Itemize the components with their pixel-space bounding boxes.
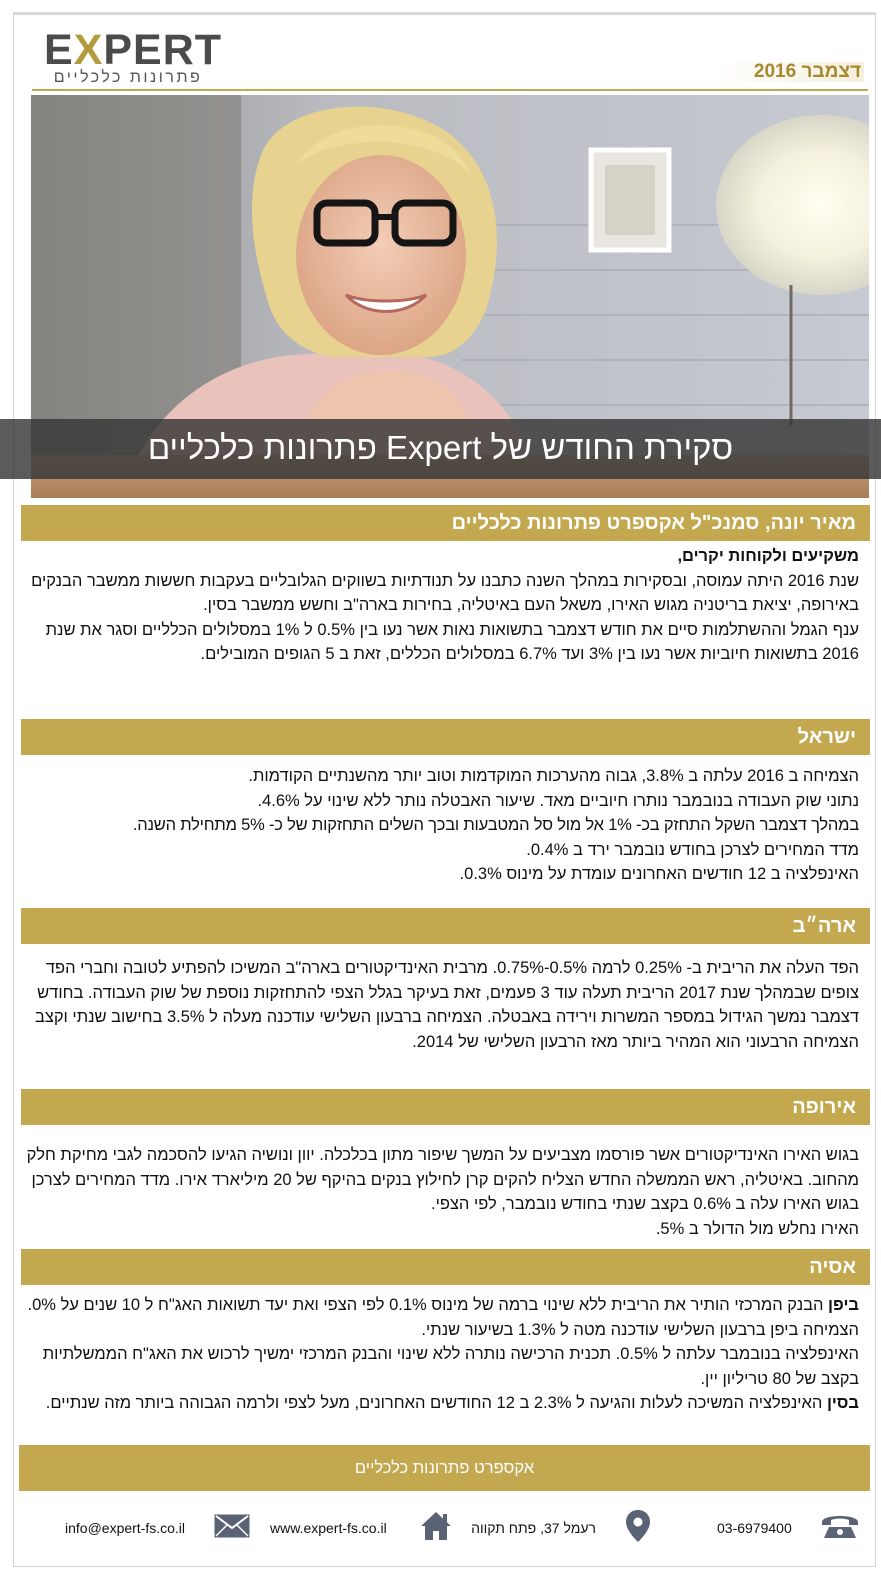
- israel-line: נתוני שוק העבודה בנובמבר נותרו חיוביים מאד. שיעור האבטלה נותר ללא שינוי על 4.6%.: [257, 791, 859, 810]
- israel-line: הצמיחה ב 2016 עלתה ב 3.8%, גבוה מהערכות המוקדמות וטוב יותר מהשנתיים הקודמות.: [248, 767, 859, 785]
- issue-date: דצמבר 2016: [753, 61, 861, 82]
- footer-email[interactable]: info@expert-fs.co.il: [65, 1520, 186, 1536]
- usa-paragraph: הפד העלה את הריבית ב- 0.25% לרמה 0.5%-0.75%. מרבית האינדיקטורים בארה"ב המשיכו להפתיע לטובה וחברי הפד צופים שבמהלך שנת 2017 הריבית תעלה עוד 3 פעמים, זאת בעיקר בגלל הצפי להתחזקות נוספת של שוק העבודה. בחודש דצמבר נמשך הגידול במספר המשרות וירידה באבטלה. הצמיחה ברבעון השלישי עודכנה מעלה ל 3.5% בחישוב שנתי וקצב הצמיחה הרבעוני הוא המהיר ביותר מאז הרבעון השלישי של 2014.: [34, 959, 859, 1051]
- israel-line: האינפלציה ב 12 חודשים האחרונים עומדת על מינוס 0.3%.: [459, 865, 859, 883]
- map-pin-icon: [625, 1509, 651, 1543]
- section-body-israel: [14, 764, 859, 887]
- section-body-asia: [18, 1293, 859, 1416]
- header-divider: [32, 89, 868, 91]
- section-heading-intro: מאיר יונה, סמנכ"ל אקספרט פתרונות כלכליים: [21, 505, 870, 541]
- israel-line: מדד המחירים לצרכן בחודש נובמבר ירד ב 0.4%.: [526, 840, 859, 859]
- europe-paragraph-2: האירו נחלש מול הדולר ב 5%.: [655, 1219, 859, 1238]
- section-body-intro: [18, 544, 859, 667]
- europe-paragraph: בגוש האירו האינדיקטורים אשר פורסמו מצביעים על המשך שיפור מתון בכלכלה. יוון ונושיה הגיעו להסכמה לגבי מחיקת חלק מהחוב. באיטליה, ראש הממשלה החדש הצליח להקים קרן לחילוץ בנקים בהיקף של 20 מיליארד אירו. מדד המחירים לצרכן בגוש האירו עלה ב 0.6% בקצב שנתי בחודש נובמבר, לפי הצפי.: [26, 1146, 859, 1213]
- section-heading-usa: ארה״ב: [21, 908, 870, 944]
- envelope-icon: [214, 1514, 250, 1538]
- china-label: בסין: [826, 1394, 859, 1412]
- logo-wordmark: [44, 28, 222, 72]
- japan-label: ביפן: [828, 1296, 859, 1314]
- japan-text: הבנק המרכזי הותיר את הריבית ללא שינוי ברמה של מינוס 0.1% לפי הצפי ואת יעד תשואות האג"ח ל 10 שנים על 0%. הצמיחה ביפן ברבעון השלישי עודכנה מטה ל 1.3% בשיעור שנתי.: [27, 1296, 859, 1339]
- greeting: משקיעים ולקוחות יקרים,: [677, 547, 859, 565]
- section-body-europe: [18, 1143, 859, 1241]
- asia-japan-paragraph: [18, 1293, 859, 1342]
- footer-website[interactable]: www.expert-fs.co.il: [270, 1520, 387, 1536]
- section-heading-europe: אירופה: [21, 1089, 870, 1125]
- footer-address: רעמל 37, פתח תקווה: [471, 1520, 596, 1536]
- home-icon: [419, 1510, 453, 1542]
- asia-china-paragraph: [18, 1391, 859, 1416]
- logo-letter-e: E: [44, 26, 74, 74]
- israel-line: במהלך דצמבר השקל התחזק בכ- 1% אל מול סל המטבעות ובכך השלים התחזקות של כ- 5% מתחילת השנה.: [132, 816, 859, 834]
- section-body-usa: [18, 956, 859, 1054]
- footer-banner: אקספרט פתרונות כלכליים: [19, 1445, 870, 1491]
- logo-tagline: פתרונות כלכליים: [53, 69, 203, 86]
- intro-paragraph-1: שנת 2016 היתה עמוסה, ובסקירות במהלך השנה כתבנו על תנודתיות בשווקים הגלובליים בעקבות חששות ממשבר הבנקים באירופה, יציאת בריטניה מגוש האירו, משאל העם באיטליה, בחירות בארה"ב וחשש ממשבר בסין.: [31, 571, 859, 614]
- phone-icon: [820, 1512, 860, 1540]
- newsletter-title: סקירת החודש של Expert פתרונות כלכליים: [147, 429, 734, 466]
- section-heading-asia: אסיה: [21, 1249, 870, 1285]
- asia-japan-paragraph-2: האינפלציה בנובמבר עלתה ל 0.5%. תכנית הרכישה נותרה ללא שינוי והבנק המרכזי ימשיך לרכוש את האג"ח הממשלתיות בקצב של 80 טריליון יין.: [42, 1345, 859, 1388]
- logo-letter-x: X: [73, 26, 104, 74]
- logo-letters-rest: PERT: [103, 26, 223, 74]
- expert-logo[interactable]: [44, 26, 223, 88]
- intro-paragraph-2: ענף הגמל וההשתלמות סיים את חודש דצמבר בתשואות נאות אשר נעו בין 0.5% ל 1% במסלולים הכלליים וסגר את שנת 2016 בתשואות חיוביות אשר נעו בין 3% ועד 6.7% במסלולים הכללים, זאת ב 5 הגופים המובילים.: [45, 620, 859, 663]
- section-heading-israel: ישראל: [21, 719, 870, 755]
- china-text: האינפלציה המשיכה לעלות והגיעה ל 2.3% ב 12 החודשים האחרונים, מעל לצפי ולרמה הגבוהה ביותר מזה שנתיים.: [45, 1394, 827, 1412]
- footer-phone[interactable]: 03-6979400: [717, 1520, 792, 1536]
